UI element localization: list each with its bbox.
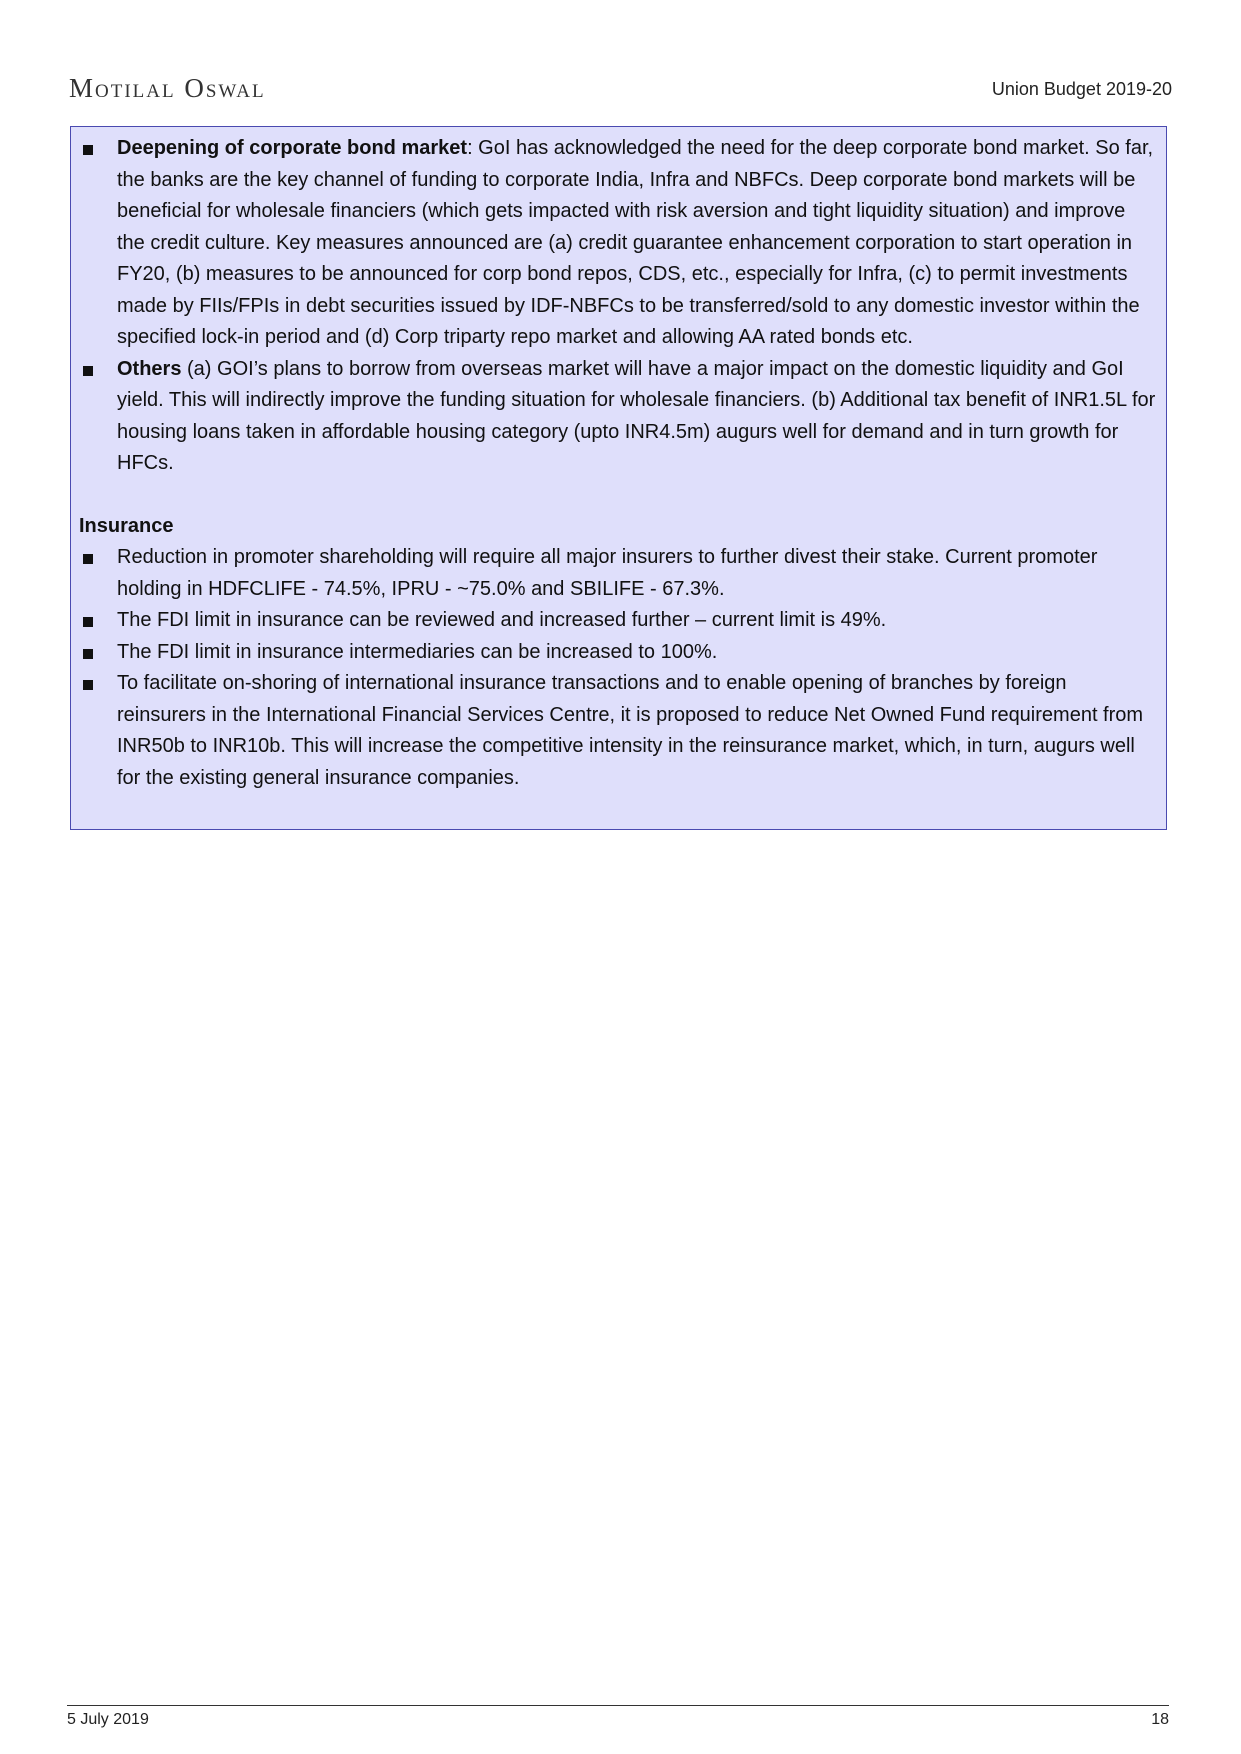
section-heading-insurance: Insurance — [79, 514, 174, 537]
item-heading: Others — [117, 357, 182, 380]
brand-logo: Motilal Oswal — [69, 73, 266, 103]
item-text: Reduction in promoter shareholding will require all major insurers to further divest their stake. Current promoter holding in HDFCLIFE - 74.5%, IPRU - ~75.0% and SBILIFE - 67.3%. — [117, 546, 1098, 600]
footer-date: 5 July 2019 — [67, 1711, 149, 1728]
square-bullet-icon — [83, 366, 93, 376]
square-bullet-icon — [83, 145, 93, 155]
list-item — [79, 605, 1156, 637]
list-item — [79, 637, 1156, 669]
footer-divider — [67, 1705, 1169, 1706]
list-item — [79, 668, 1156, 794]
list-item — [79, 133, 1156, 354]
item-text: To facilitate on-shoring of international insurance transactions and to enable opening of branches by foreign reinsurers in the International Financial Services Centre, it is proposed to reduce Net Owned Fund requirement from INR50b to INR10b. This will increase the competitive intensity in the reinsurance market, which, in turn, augurs well for the existing general insurance companies. — [117, 672, 1144, 789]
list-item — [79, 354, 1156, 480]
square-bullet-icon — [83, 649, 93, 659]
square-bullet-icon — [83, 680, 93, 690]
insurance-list — [79, 542, 1156, 794]
bfsi-list — [79, 133, 1156, 480]
item-text: (a) GOI’s plans to borrow from overseas market will have a major impact on the domestic liquidity and GoI yield. This will indirectly improve the funding situation for wholesale financiers. (b) Additional tax benefit of INR1.5L for housing loans taken in affordable housing category (upto INR4.5m) augurs well for demand and in turn growth for HFCs. — [117, 357, 1156, 474]
page-number: 18 — [1151, 1711, 1169, 1728]
square-bullet-icon — [83, 554, 93, 564]
highlight-box — [70, 126, 1167, 830]
square-bullet-icon — [83, 617, 93, 627]
report-title: Union Budget 2019-20 — [991, 79, 1172, 99]
item-text: : GoI has acknowledged the need for the deep corporate bond market. So far, the banks are the key channel of funding to corporate India, Infra and NBFCs. Deep corporate bond markets will be beneficial for wholesale financiers (which gets impacted with risk aversion and tight liquidity situation) and improve the credit culture. Key measures announced are (a) credit guarantee enhancement corporation to start operation in FY20, (b) measures to be announced for corp bond repos, CDS, etc., especially for Infra, (c) to permit investments made by FIIs/FPIs in debt securities issued by IDF-NBFCs to be transferred/sold to any domestic investor within the specified lock-in period and (d) Corp triparty repo market and allowing AA rated bonds etc. — [117, 137, 1154, 348]
list-item — [79, 542, 1156, 605]
item-text: The FDI limit in insurance intermediaries can be increased to 100%. — [117, 640, 718, 663]
item-heading: Deepening of corporate bond market — [117, 137, 468, 159]
item-text: The FDI limit in insurance can be reviewed and increased further – current limit is 49%. — [117, 609, 887, 631]
